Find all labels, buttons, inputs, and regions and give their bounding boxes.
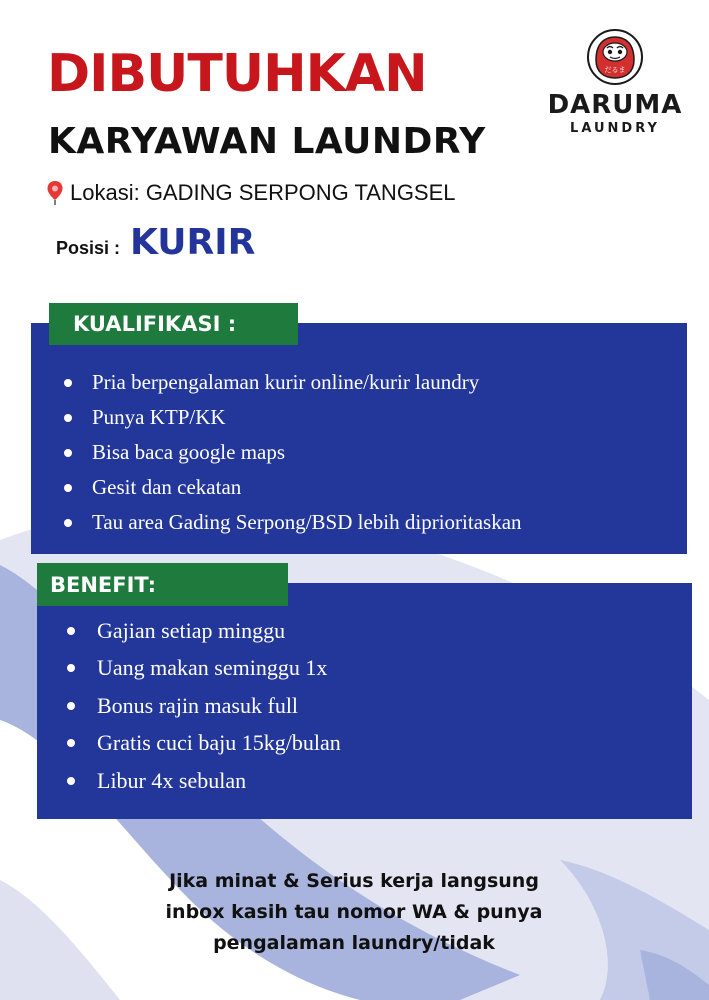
daruma-logo <box>540 28 690 136</box>
list-item-text: Gratis cuci baju 15kg/bulan <box>97 730 341 756</box>
list-item-text: Tau area Gading Serpong/BSD lebih diprioritaskan <box>92 510 522 534</box>
logo-name: DARUMA <box>547 90 683 120</box>
benefits-title: BENEFIT: <box>37 563 288 606</box>
footer-line: pengalaman laundry/tidak <box>213 932 495 954</box>
logo-emblem-text: だるま <box>604 66 626 74</box>
bullet-icon <box>64 484 72 492</box>
bullet-icon <box>67 702 75 710</box>
list-item-text: Gesit dan cekatan <box>92 475 242 499</box>
position-row <box>56 222 255 263</box>
list-item-text: Pria berpengalaman kurir online/kurir laundry <box>92 370 480 394</box>
list-item <box>67 650 341 688</box>
bullet-icon <box>67 627 75 635</box>
bullet-icon <box>64 414 72 422</box>
list-item <box>67 687 341 725</box>
bullet-icon <box>67 739 75 747</box>
list-item-text: Libur 4x sebulan <box>97 767 247 793</box>
list-item-text: Punya KTP/KK <box>92 405 226 429</box>
list-item <box>64 470 522 505</box>
list-item <box>64 435 522 470</box>
location-text: Lokasi: GADING SERPONG TANGSEL <box>70 180 456 205</box>
list-item <box>64 400 522 435</box>
list-item <box>64 505 522 540</box>
location-pin-icon <box>46 180 64 206</box>
footer-line: inbox kasih tau nomor WA & punya <box>165 901 543 923</box>
list-item <box>64 365 522 400</box>
bullet-icon <box>67 664 75 672</box>
list-item-text: Gajian setiap minggu <box>97 617 286 643</box>
logo-subtitle: LAUNDRY <box>570 121 660 136</box>
qualifications-title: KUALIFIKASI : <box>49 303 298 345</box>
daruma-doll-icon <box>586 28 644 86</box>
bullet-icon <box>67 777 75 785</box>
footer-note <box>120 866 588 959</box>
qualifications-list <box>64 365 522 540</box>
list-item-text: Bisa baca google maps <box>92 440 286 464</box>
position-value: KURIR <box>130 222 256 263</box>
location-line <box>46 180 456 206</box>
subheadline: KARYAWAN LAUNDRY <box>48 121 486 162</box>
list-item-text: Uang makan seminggu 1x <box>97 655 328 681</box>
headline: DIBUTUHKAN <box>47 44 427 104</box>
position-label: Posisi : <box>56 238 121 258</box>
bullet-icon <box>64 519 72 527</box>
list-item <box>67 612 341 650</box>
list-item <box>67 725 341 763</box>
list-item-text: Bonus rajin masuk full <box>97 692 299 718</box>
bullet-icon <box>64 379 72 387</box>
footer-line: Jika minat & Serius kerja langsung <box>169 870 539 892</box>
list-item <box>67 762 341 800</box>
benefits-list <box>67 612 341 800</box>
bullet-icon <box>64 449 72 457</box>
